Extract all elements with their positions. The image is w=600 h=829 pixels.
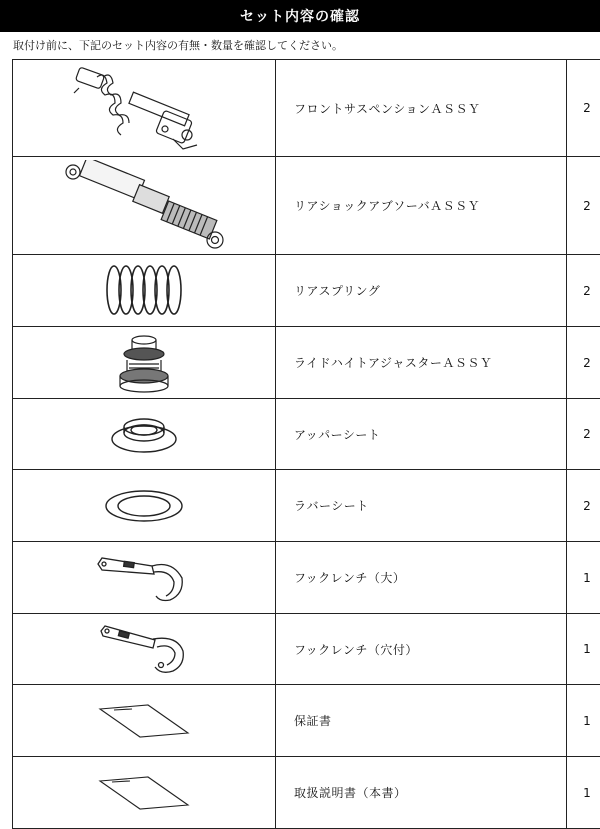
item-quantity: 1 — [567, 542, 600, 614]
item-image-cell — [13, 399, 276, 470]
item-image-cell — [13, 757, 276, 829]
contents-table — [12, 59, 600, 829]
table-row — [13, 157, 600, 255]
item-image-cell — [13, 327, 276, 399]
item-name: フックレンチ（穴付） — [276, 614, 567, 685]
height-adjuster-icon — [111, 332, 177, 394]
item-name: アッパーシート — [276, 399, 567, 470]
warranty-card-icon — [96, 701, 192, 741]
table-row — [13, 542, 600, 614]
item-name: 取扱説明書（本書） — [276, 757, 567, 829]
item-quantity: 1 — [567, 757, 600, 829]
rear-shock-icon — [59, 160, 229, 252]
item-image-cell — [13, 157, 276, 255]
manual-icon — [96, 773, 192, 813]
item-image-cell — [13, 542, 276, 614]
table-row — [13, 255, 600, 327]
item-image-cell — [13, 685, 276, 757]
upper-seat-icon — [108, 411, 180, 457]
table-row — [13, 399, 600, 470]
item-name: ラバーシート — [276, 470, 567, 542]
instruction-text: 取付け前に、下記のセット内容の有無・数量を確認してください。 — [13, 37, 343, 53]
table-row — [13, 685, 600, 757]
rubber-seat-icon — [102, 486, 186, 526]
item-quantity: 2 — [567, 60, 600, 157]
item-quantity: 1 — [567, 685, 600, 757]
item-quantity: 2 — [567, 157, 600, 255]
table-row — [13, 327, 600, 399]
rear-spring-icon — [99, 260, 189, 322]
item-quantity: 2 — [567, 470, 600, 542]
item-name: フロントサスペンションＡＳＳＹ — [276, 60, 567, 157]
hook-wrench-large-icon — [94, 550, 194, 606]
item-name: 保証書 — [276, 685, 567, 757]
item-quantity: 2 — [567, 399, 600, 470]
item-quantity: 2 — [567, 327, 600, 399]
table-row — [13, 614, 600, 685]
item-image-cell — [13, 255, 276, 327]
item-name: ライドハイトアジャスターＡＳＳＹ — [276, 327, 567, 399]
item-name: リアスプリング — [276, 255, 567, 327]
hook-wrench-hole-icon — [97, 621, 191, 677]
page-header — [0, 0, 600, 32]
page-title: セット内容の確認 — [240, 6, 360, 26]
item-quantity: 1 — [567, 614, 600, 685]
table-row — [13, 60, 600, 157]
item-name: フックレンチ（大） — [276, 542, 567, 614]
table-row — [13, 470, 600, 542]
item-quantity: 2 — [567, 255, 600, 327]
item-name: リアショックアブソーバＡＳＳＹ — [276, 157, 567, 255]
item-image-cell — [13, 470, 276, 542]
table-row — [13, 757, 600, 829]
front-suspension-icon — [69, 63, 219, 153]
item-image-cell — [13, 60, 276, 157]
item-image-cell — [13, 614, 276, 685]
